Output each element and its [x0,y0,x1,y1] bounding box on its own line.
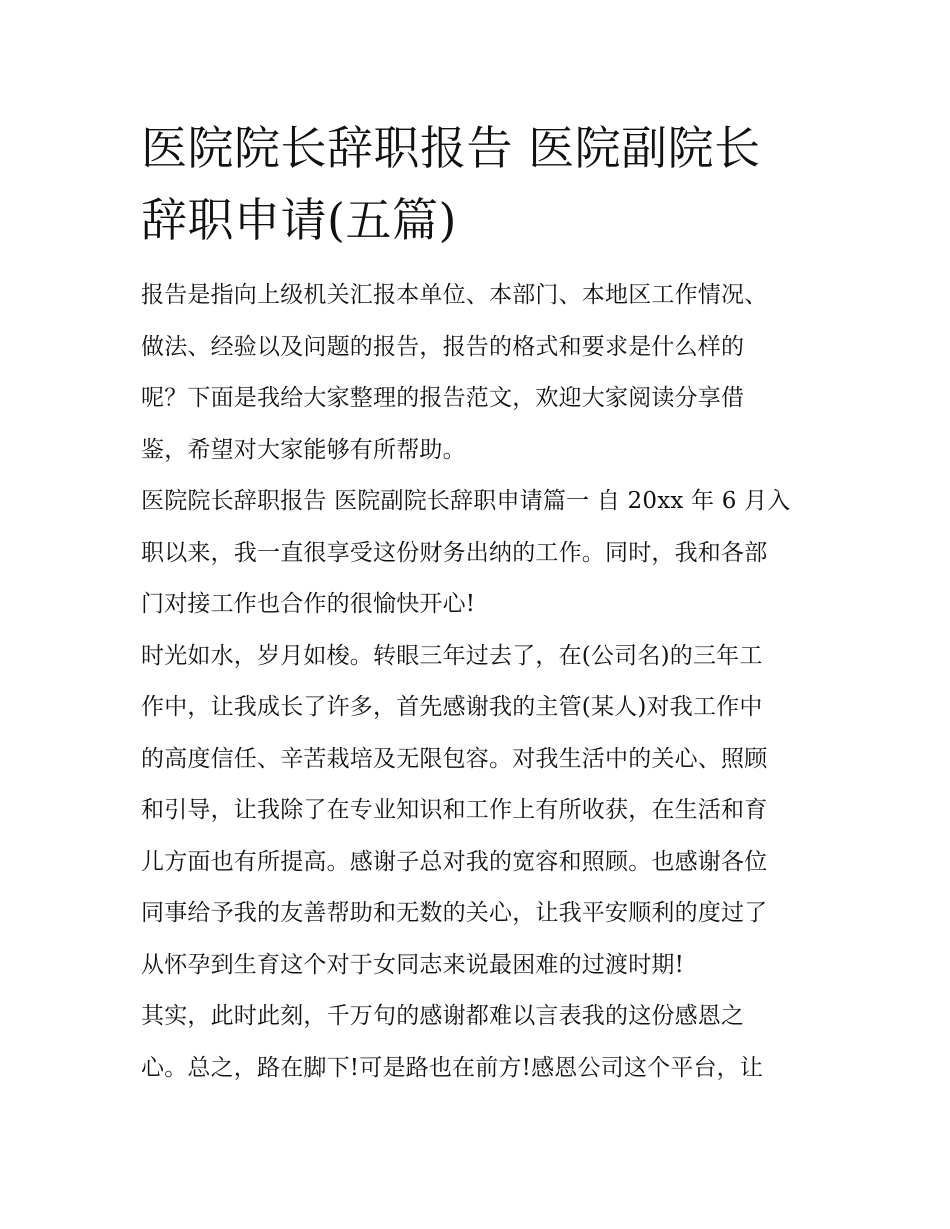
body-line: 鉴，希望对大家能够有所帮助。 [141,436,466,463]
body-line: 呢？下面是我给大家整理的报告范文，欢迎大家阅读分享借 [141,385,745,411]
body-line: 心。总之，路在脚下!可是路也在前方!感恩公司这个平台，让 [141,1054,764,1081]
body-line: 职以来，我一直很享受这份财务出纳的工作。同时，我和各部 [141,539,768,566]
body-line: 报告是指向上级机关汇报本单位、本部门、本地区工作情况、 [141,282,768,308]
document-body [141,270,811,1094]
body-line: 时光如水，岁月如梭。转眼三年过去了，在(公司名)的三年工 [141,642,763,669]
title-line: 医院院长辞职报告 医院副院长 [141,121,761,175]
body-line: 门对接工作也合作的很愉快开心! [141,591,476,617]
body-line: 的高度信任、辛苦栽培及无限包容。对我生活中的关心、照顾 [141,745,768,772]
body-line: 同事给予我的友善帮助和无数的关心，让我平安顺利的度过了 [141,900,768,926]
document-content [141,112,811,1094]
body-line: 其实，此时此刻，千万句的感谢都难以言表我的这份感恩之 [141,1003,745,1029]
body-line: 儿方面也有所提高。感谢子总对我的宽容和照顾。也感谢各位 [141,848,768,875]
body-line: 和引导，让我除了在专业知识和工作上有所收获，在生活和育 [141,797,768,823]
body-line: 从怀孕到生育这个对于女同志来说最困难的过渡时期! [141,951,685,978]
body-line: 医院院长辞职报告 医院副院长辞职申请篇一 自 20xx 年 6 月入 [141,488,791,514]
body-line: 作中，让我成长了许多，首先感谢我的主管(某人)对我工作中 [141,694,763,720]
body-line: 做法、经验以及问题的报告，报告的格式和要求是什么样的 [141,333,745,360]
document-title [141,112,811,256]
title-line: 辞职申请(五篇) [141,193,457,247]
